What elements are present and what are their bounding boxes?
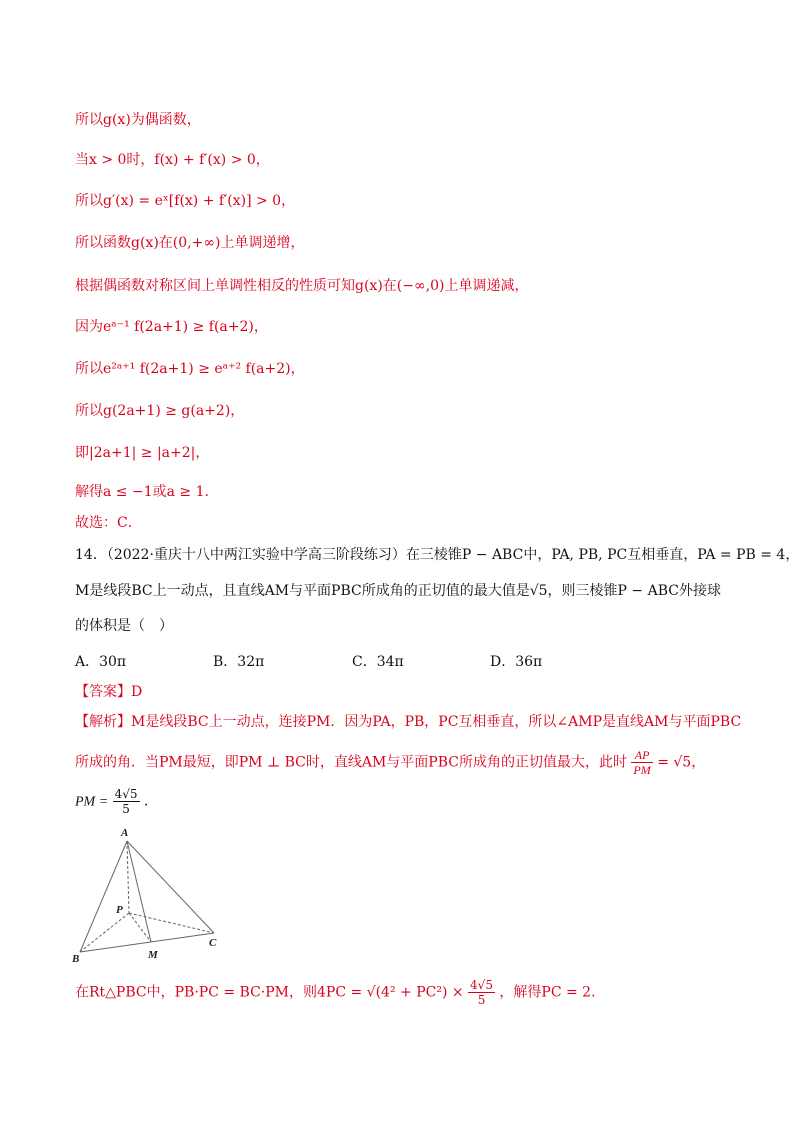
vertex-label-p: P <box>116 904 123 916</box>
analysis-line-1 <box>75 712 741 732</box>
edge-ap <box>127 841 129 913</box>
question-14-line-3: 的体积是（ ） <box>75 618 173 634</box>
solution-line-8: 所以g(2a+1) ≥ g(a+2)， <box>75 403 245 419</box>
pc-fraction <box>468 978 495 1007</box>
pc-result: ，解得PC = 2． <box>499 984 606 1001</box>
ratio-fraction <box>631 748 652 777</box>
pm-expression: PM = <box>75 794 109 810</box>
analysis-line-3 <box>75 787 158 816</box>
edge-ac <box>127 841 214 933</box>
pc-denominator: 5 <box>477 993 486 1007</box>
solution-line-7: 所以e²ᵃ⁺¹ f(2a+1) ≥ eᵃ⁺² f(a+2)， <box>75 361 305 377</box>
analysis-label: 【解析】 <box>75 714 131 730</box>
question-14-line-2: M是线段BC上一动点，且直线AM与平面PBC所成角的正切值的最大值是√5，则三棱锥P − ABC外接球 <box>75 583 721 599</box>
solution-line-10: 解得a ≤ −1或a ≥ 1． <box>75 484 219 500</box>
analysis-text-4: 在Rt△PBC中，PB·PC = BC·PM，则4PC = √(4² + PC²) × <box>75 984 464 1001</box>
solution-line-5: 根据偶函数对称区间上单调性相反的性质可知g(x)在(−∞,0)上单调递减， <box>75 278 529 294</box>
option-c: C．34π <box>352 654 404 670</box>
vertex-label-b: B <box>72 953 80 965</box>
pm-numerator: 4√5 <box>114 787 138 801</box>
solution-line-2: 当x > 0时，f(x) + f′(x) > 0， <box>75 152 270 168</box>
ratio-numerator: AP <box>631 748 652 763</box>
analysis-text-2: 所成的角．当PM最短，即PM ⊥ BC时，直线AM与平面PBC所成角的正切值最大，此时 <box>75 754 627 771</box>
option-d: D．36π <box>490 654 543 670</box>
vertex-label-m: M <box>148 949 158 961</box>
pm-fraction <box>113 787 140 816</box>
ratio-denominator: PM <box>633 763 651 777</box>
solution-line-4: 所以函数g(x)在(0,+∞)上单调递增， <box>75 235 305 251</box>
vertex-label-a: A <box>121 827 129 839</box>
solution-line-9: 即|2a+1| ≥ |a+2|， <box>75 445 210 461</box>
answer-label: 【答案】D <box>75 684 143 700</box>
solution-line-3: 所以g′(x) = eˣ[f(x) + f′(x)] > 0， <box>75 193 296 209</box>
option-a: A．30π <box>75 654 127 670</box>
pc-numerator: 4√5 <box>470 978 493 992</box>
analysis-line-4 <box>75 978 605 1007</box>
vertex-label-c: C <box>209 937 217 949</box>
choice-result: 故选：C． <box>75 515 142 531</box>
pyramid-figure <box>70 822 230 968</box>
pm-denominator: 5 <box>122 802 130 816</box>
question-14-line-1: 14．（2022·重庆十八中两江实验中学高三阶段练习）在三棱锥P − ABC中，PA, PB, PC互相垂直，PA = PB = 4， <box>75 547 800 563</box>
analysis-line-2 <box>75 748 705 777</box>
ratio-value: = √5， <box>657 754 706 771</box>
edge-ab <box>80 841 127 952</box>
solution-line-6: 因为eᵃ⁻¹ f(2a+1) ≥ f(a+2)， <box>75 319 268 335</box>
pm-period: ． <box>144 793 158 810</box>
solution-line-1: 所以g(x)为偶函数， <box>75 112 201 128</box>
analysis-text-1: M是线段BC上一动点，连接PM．因为PA，PB，PC互相垂直，所以∠AMP是直线AM与平面PBC <box>131 714 742 730</box>
option-b: B．32π <box>213 654 265 670</box>
